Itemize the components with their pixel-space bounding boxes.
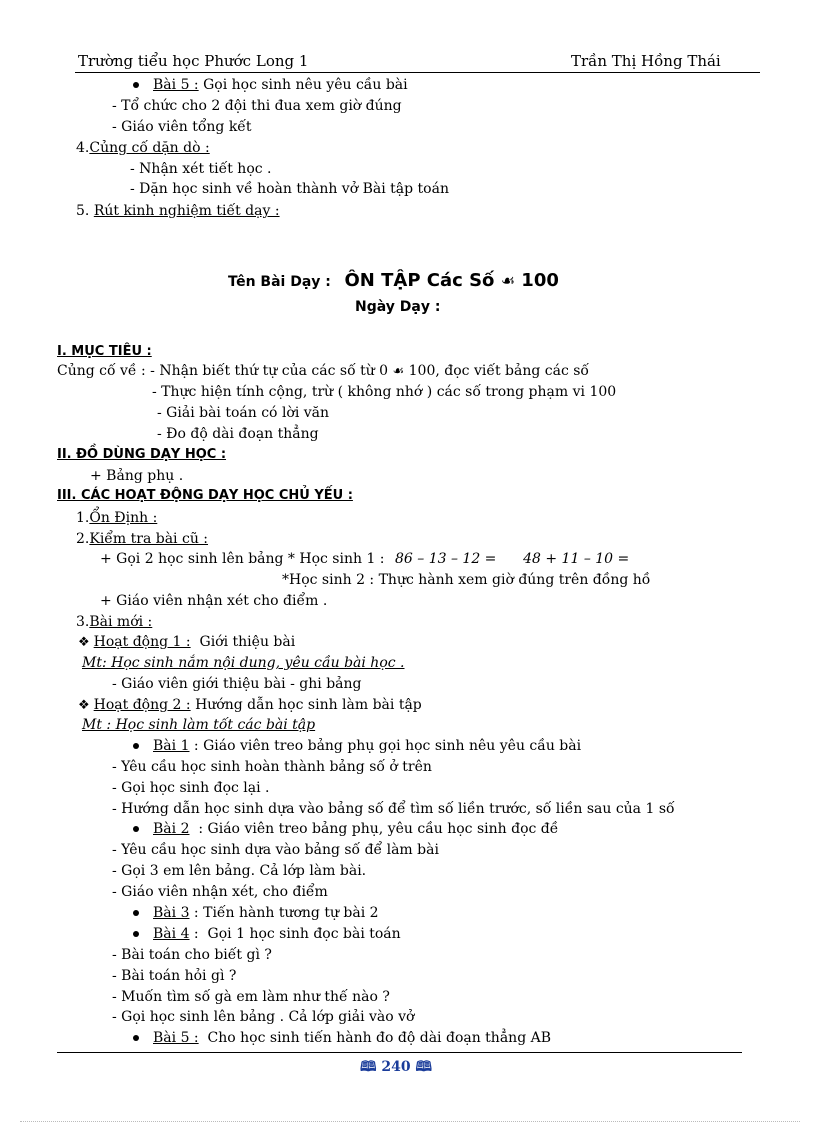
a10-line: - Gọi học sinh lên bảng . Cả lớp giải vào vở (112, 1009, 415, 1025)
b2-label: Bài 2 (153, 821, 190, 837)
cung-label: Củng cố dặn dò : (89, 140, 210, 156)
hd2-text: Hướng dẫn học sinh làm bài tập (190, 697, 422, 713)
bai-3 (133, 904, 379, 922)
a1-line: - Yêu cầu học sinh hoàn thành bảng số ở trên (112, 759, 432, 775)
b1-label: Bài 1 (153, 738, 190, 754)
kt-line-2: *Học sinh 2 : Thực hành xem giờ đúng trên đồng hồ (282, 572, 651, 588)
b1-text: : Giáo viên treo bảng phụ gọi học sinh nêu yêu cầu bài (189, 738, 582, 754)
header-rule (75, 72, 760, 73)
bm-label: Bài mới : (89, 614, 153, 630)
a4-line: - Yêu cầu học sinh dựa vào bảng số để làm bài (112, 842, 439, 858)
header-school: Trường tiểu học Phước Long 1 (78, 52, 309, 70)
b4-label: Bài 4 (153, 926, 190, 942)
bullet-icon (133, 826, 139, 832)
bullet-icon (133, 910, 139, 916)
s1-line-2: - Thực hiện tính cộng, trừ ( không nhớ ) các số trong phạm vi 100 (152, 384, 617, 400)
bullet-icon (133, 1035, 139, 1041)
top-line-5: - Nhận xét tiết học . (130, 161, 272, 177)
hd2-label: Hoạt động 2 : (93, 697, 191, 713)
top-line-6: - Dặn học sinh về hoàn thành vở Bài tập toán (130, 181, 449, 197)
title-prefix: Tên Bài Dạy : (228, 274, 331, 290)
s1-line-1 (57, 362, 589, 381)
top-line-3: - Giáo viên tổng kết (112, 119, 252, 135)
kiem-tra (76, 530, 208, 548)
b5-label: Bài 5 : (153, 1030, 199, 1046)
rut-label: Rút kinh nghiệm tiết dạy : (93, 203, 280, 219)
s1-line-3: - Giải bài toán có lời văn (157, 405, 330, 421)
cung-num: 4. (76, 140, 90, 156)
bullet-icon (133, 743, 139, 749)
kt-line-3: + Giáo viên nhận xét cho điểm . (100, 593, 328, 609)
lesson-date: Ngày Dạy : (355, 299, 441, 315)
kt-num: 2. (76, 531, 90, 547)
hoat-dong-1 (78, 633, 295, 652)
title-main: ÔN TẬP Các Số (344, 270, 501, 291)
a7-line: - Bài toán cho biết gì ? (112, 947, 272, 963)
on-num: 1. (76, 510, 90, 526)
page-bottom-dotted (20, 1121, 800, 1122)
title-main-end: 100 (515, 270, 559, 291)
bai-5 (133, 1029, 551, 1047)
b4-text: : Gọi 1 học sinh đọc bài toán (189, 926, 401, 942)
kt-label: Kiểm tra bài cũ : (89, 531, 209, 547)
hoat-dong-2 (78, 696, 422, 715)
bullet-icon (133, 82, 139, 88)
diamond-bullet-icon: ❖ (78, 698, 90, 713)
muc-tieu-2: Mt : Học sinh làm tốt các bài tập (82, 717, 316, 733)
book-icon: 🕮 (415, 1059, 433, 1075)
kt1-math: 86 – 13 – 12 = 48 + 11 – 10 = (394, 551, 630, 567)
section-3-heading: III. CÁC HOẠT ĐỘNG DẠY HỌC CHỦ YẾU : (57, 488, 353, 503)
bai-2 (133, 820, 558, 838)
a2-line: - Gọi học sinh đọc lại . (112, 780, 270, 796)
gt-line: - Giáo viên giới thiệu bài - ghi bảng (112, 676, 362, 692)
bullet-icon (133, 931, 139, 937)
cung-co (76, 139, 210, 157)
bm-num: 3. (76, 614, 90, 630)
diamond-bullet-icon: ❖ (78, 635, 90, 650)
kt1-text: + Gọi 2 học sinh lên bảng * Học sinh 1 : (100, 551, 389, 567)
hd1-text: Giới thiệu bài (190, 634, 296, 650)
kt-line-1 (100, 550, 629, 568)
s1-line-1a: Củng cố về : - Nhận biết thứ tự của các số từ 0 (57, 363, 393, 379)
bai-1 (133, 737, 581, 755)
header-teacher: Trần Thị Hồng Thái (571, 52, 721, 70)
footer-rule (57, 1052, 742, 1053)
section-1-heading: I. MỤC TIÊU : (57, 344, 152, 359)
bai-moi (76, 613, 152, 631)
bai-4 (133, 925, 401, 943)
muc-tieu-1: Mt: Học sinh nắm nội dung, yêu cầu bài học . (82, 655, 405, 671)
top-bai5 (133, 76, 408, 94)
fleuron-icon: ☙ (500, 271, 516, 290)
s1-line-4: - Đo độ dài đoạn thẳng (157, 426, 319, 442)
top-line-2: - Tổ chức cho 2 đội thi đua xem giờ đúng (112, 98, 402, 114)
a6-line: - Giáo viên nhận xét, cho điểm (112, 884, 328, 900)
s1-line-1b: 100, đọc viết bảng các số (404, 363, 589, 379)
b2-text: : Giáo viên treo bảng phụ, yêu cầu học sinh đọc đề (189, 821, 559, 837)
b3-label: Bài 3 (153, 905, 190, 921)
on-label: Ổn Định : (89, 510, 158, 526)
a9-line: - Muốn tìm số gà em làm như thế nào ? (112, 989, 390, 1005)
book-icon: 🕮 (360, 1059, 377, 1075)
section-2-heading: II. ĐỒ DÙNG DẠY HỌC : (57, 447, 227, 462)
a3-line: - Hướng dẫn học sinh dựa vào bảng số để tìm số liền trước, số liền sau của 1 số (112, 801, 675, 817)
fleuron-icon: ☙ (392, 364, 405, 379)
rut-num: 5. (76, 203, 94, 219)
b3-text: : Tiến hành tương tự bài 2 (189, 905, 379, 921)
bai5-text: Gọi học sinh nêu yêu cầu bài (198, 77, 408, 93)
on-dinh (76, 509, 157, 527)
s2-line-1: + Bảng phụ . (90, 468, 184, 484)
lesson-title (228, 270, 559, 291)
b5-text: Cho học sinh tiến hành đo độ dài đoạn thẳng AB (198, 1030, 551, 1046)
page-footer (360, 1056, 432, 1080)
rut-kinh-nghiem (76, 202, 280, 220)
a8-line: - Bài toán hỏi gì ? (112, 968, 237, 984)
a5-line: - Gọi 3 em lên bảng. Cả lớp làm bài. (112, 863, 367, 879)
page-number: 240 (381, 1059, 411, 1075)
bai5-label: Bài 5 : (153, 77, 199, 93)
hd1-label: Hoạt động 1 : (93, 634, 191, 650)
